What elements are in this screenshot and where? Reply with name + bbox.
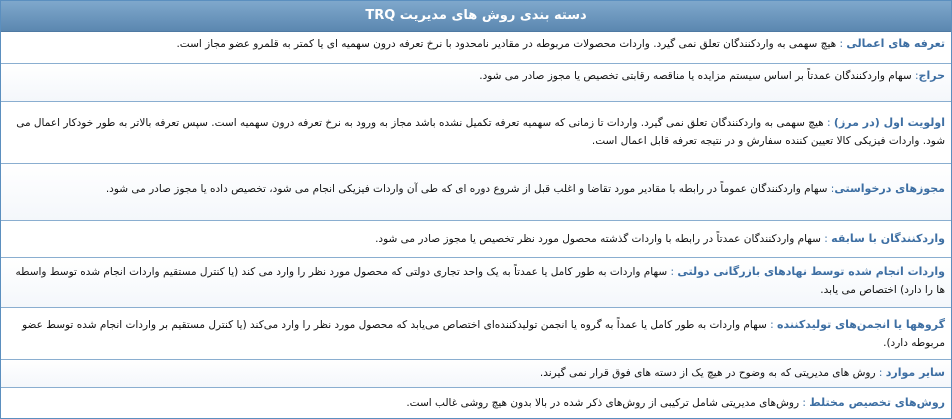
row-description: سهام واردکنندگان عمدتاً در رابطه با واردات گذشته محصول مورد نظر تخصیص یا مجوز صادر می شود. <box>375 233 821 245</box>
row-term: اولویت اول (در مرز) <box>833 116 945 129</box>
row-description: روش‌های مدیریتی شامل ترکیبی از روش‌های ذکر شده در بالا بدون هیچ روشی غالب است. <box>406 397 800 409</box>
table-row: اولویت اول (در مرز) : هیچ سهمی به واردکنندگان تعلق نمی گیرد. واردات تا زمانی که سهمیه تعرفه تکمیل نشده باشد مجاز به ورود به نرخ تعرفه درون سهمیه است. سپس تعرفه بالاتر به طور خودکار اعمال می شود. واردات فیزیکی کالا تعیین کننده سفارش و در نتیجه تعرفه قابل اعمال است. <box>1 102 951 164</box>
table-row: گروهها یا انجمن‌های تولیدکننده : سهام واردات به طور کامل یا عمداً به گروه یا انجمن تولیدکننده‌ای اختصاص می‌یابد که محصول مورد نظر را وارد می‌کند (یا کنترل مستقیم بر واردات انجام شده توسط عضو مربوطه دارد). <box>1 308 951 360</box>
row-term: سایر موارد <box>885 366 945 379</box>
table-row: تعرفه های اعمالی : هیچ سهمی به واردکنندگان تعلق نمی گیرد. واردات محصولات مربوطه در مقادیر نامحدود با نرخ تعرفه درون سهمیه ای یا کمتر به قلمرو عضو مجاز است. <box>1 32 951 64</box>
row-description: سهام واردات به طور کامل یا عمدتاً به یک واحد تجاری دولتی که محصول مورد نظر را وارد می کند (یا کنترل مستقیم واردات انجام شده توسط واسطه ها را دارد) اختصاص می یابد. <box>15 266 945 296</box>
row-description: سهام واردکنندگان عموماً در رابطه با مقادیر مورد تقاضا و اغلب قبل از شروع دوره ای که طی آن واردات فیزیکی انجام می شود، تخصیص داده یا مجوز صادر می شود. <box>105 183 828 195</box>
row-term: حراج <box>918 69 945 82</box>
row-term: مجوزهای درخواستی <box>834 182 945 195</box>
row-description: سهام واردات به طور کامل یا عمداً به گروه یا انجمن تولیدکننده‌ای اختصاص می‌یابد که محصول مورد نظر را وارد می‌کند (یا کنترل مستقیم بر واردات انجام شده توسط عضو مربوطه دارد). <box>22 319 945 349</box>
row-description: سهام واردکنندگان عمدتاً بر اساس سیستم مزایده یا مناقصه رقابتی تخصیص یا مجوز صادر می شود. <box>479 70 912 82</box>
row-term: روش‌های تخصیص مختلط <box>809 396 945 409</box>
row-term: واردکنندگان با سابقه <box>831 232 945 245</box>
table-row: مجوزهای درخواستی: سهام واردکنندگان عموماً در رابطه با مقادیر مورد تقاضا و اغلب قبل از شروع دوره ای که طی آن واردات فیزیکی انجام می شود، تخصیص داده یا مجوز صادر می شود. <box>1 164 951 221</box>
row-term: گروهها یا انجمن‌های تولیدکننده <box>776 318 945 331</box>
row-description: روش های مدیریتی که به وضوح در هیچ یک از دسته های فوق قرار نمی گیرند. <box>539 367 876 379</box>
table-row: واردات انجام شده توسط نهادهای بازرگانی دولتی : سهام واردات به طور کامل یا عمدتاً به یک واحد تجاری دولتی که محصول مورد نظر را وارد می کند (یا کنترل مستقیم واردات انجام شده توسط واسطه ها را دارد) اختصاص می یابد. <box>1 258 951 308</box>
table-row: حراج: سهام واردکنندگان عمدتاً بر اساس سیستم مزایده یا مناقصه رقابتی تخصیص یا مجوز صادر می شود. <box>1 64 951 102</box>
table-row: سایر موارد : روش های مدیریتی که به وضوح در هیچ یک از دسته های فوق قرار نمی گیرند. <box>1 360 951 388</box>
table-row: واردکنندگان با سابقه : سهام واردکنندگان عمدتاً در رابطه با واردات گذشته محصول مورد نظر تخصیص یا مجوز صادر می شود. <box>1 221 951 258</box>
row-description: هیچ سهمی به واردکنندگان تعلق نمی گیرد. واردات محصولات مربوطه در مقادیر نامحدود با نرخ تعرفه درون سهمیه ای یا کمتر به قلمرو عضو مجاز است. <box>176 38 837 50</box>
row-description: هیچ سهمی به واردکنندگان تعلق نمی گیرد. واردات تا زمانی که سهمیه تعرفه تکمیل نشده باشد مجاز به ورود به نرخ تعرفه درون سهمیه است. سپس تعرفه بالاتر به طور خودکار اعمال می شود. واردات فیزیکی کالا تعیین کننده سفارش و در نتیجه تعرفه قابل اعمال است. <box>16 117 945 147</box>
table-title: دسته بندی روش های مدیریت TRQ <box>1 1 951 32</box>
row-term: واردات انجام شده توسط نهادهای بازرگانی دولتی <box>677 265 945 278</box>
table-row: روش‌های تخصیص مختلط : روش‌های مدیریتی شامل ترکیبی از روش‌های ذکر شده در بالا بدون هیچ روشی غالب است. <box>406 396 945 409</box>
row-term: تعرفه های اعمالی <box>846 37 945 50</box>
